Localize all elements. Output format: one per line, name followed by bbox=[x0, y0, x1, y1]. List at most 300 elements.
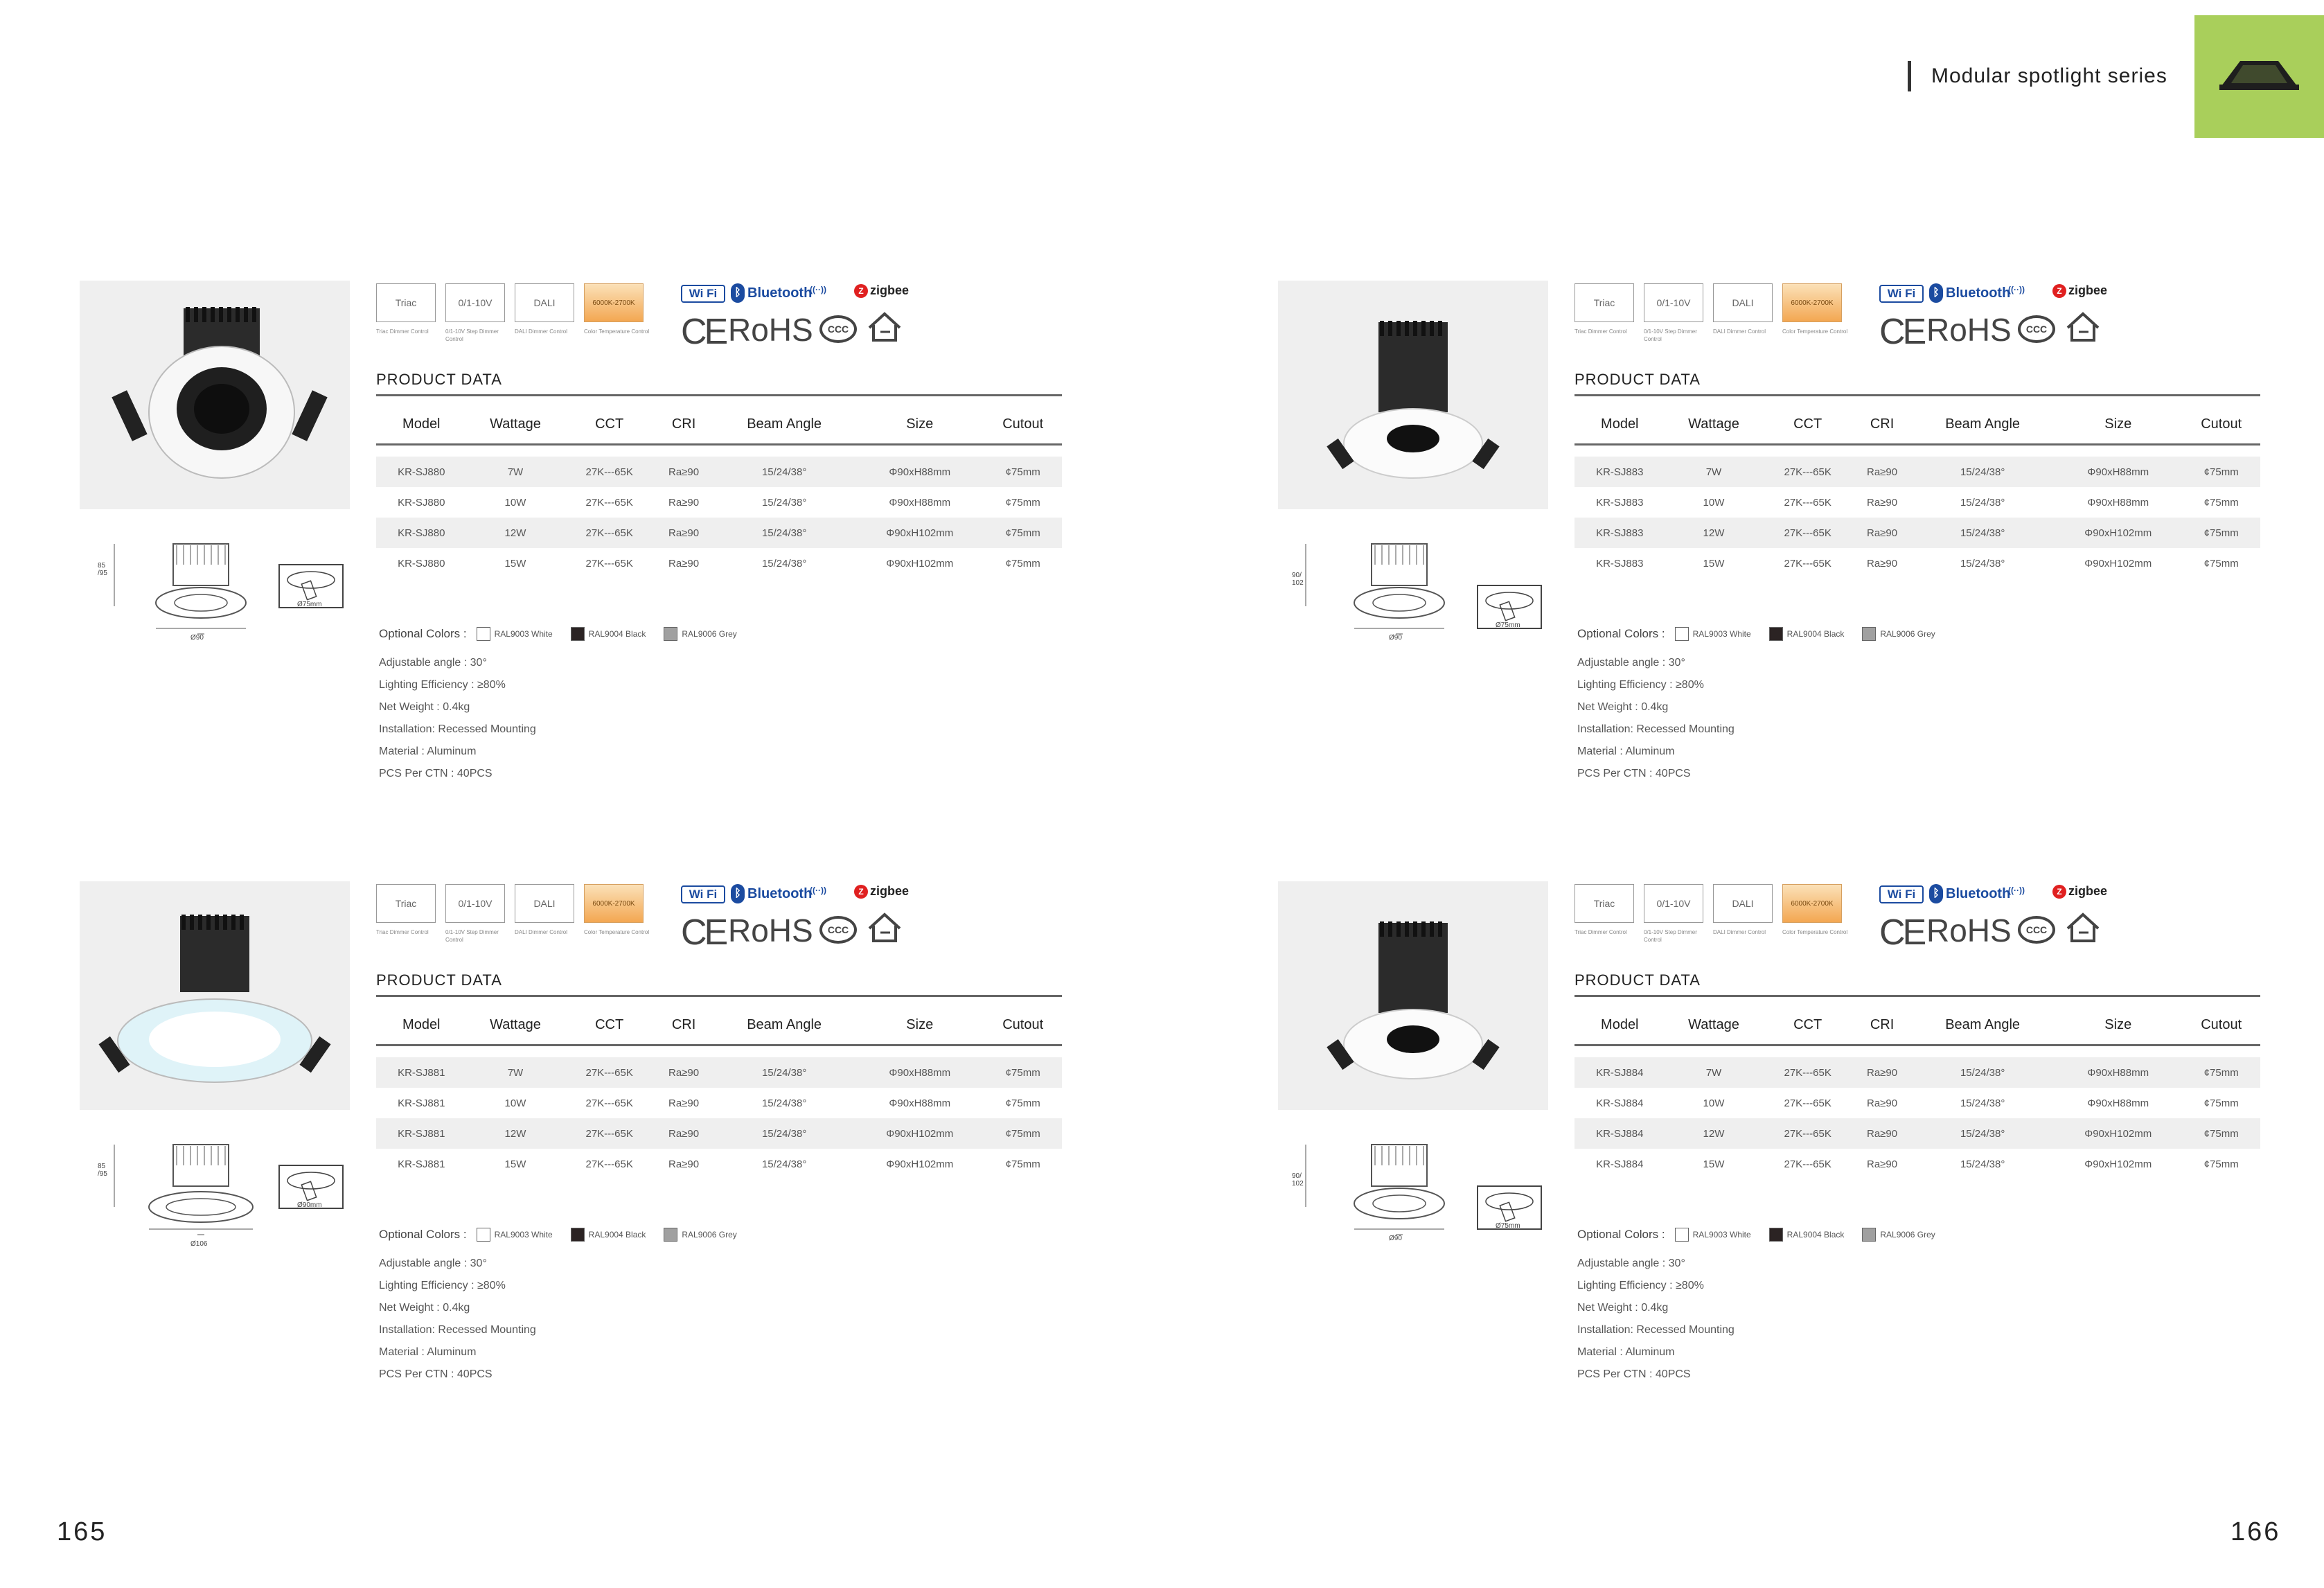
diameter-dimension: Ø90 bbox=[190, 634, 204, 642]
cell-size: Φ90xH102mm bbox=[2054, 1118, 2182, 1149]
dimming-badge: Triac bbox=[1575, 283, 1634, 322]
column-header-cutout: Cutout bbox=[2182, 1006, 2260, 1045]
spec-item: Adjustable angle : 30° bbox=[1577, 1258, 1685, 1269]
cell-cri: Ra≥90 bbox=[1867, 1158, 1898, 1170]
bluetooth-label: Bluetooth bbox=[747, 885, 813, 901]
dimension-drawing bbox=[94, 537, 357, 676]
wifi-logo: Wi Fi bbox=[1879, 885, 1924, 903]
dimension-drawing bbox=[94, 1138, 357, 1276]
column-header-wattage: Wattage bbox=[1665, 1006, 1763, 1045]
cell-cri: Ra≥90 bbox=[1853, 457, 1911, 487]
cell-cct: 27K---65K bbox=[564, 518, 655, 548]
column-header-model: Model bbox=[1575, 1006, 1665, 1045]
zigbee-logo bbox=[2052, 884, 2107, 899]
table-row bbox=[376, 548, 1062, 579]
cell-cri: Ra≥90 bbox=[655, 518, 713, 548]
ce-mark: CE bbox=[681, 312, 726, 352]
cell-cct: 27K---65K bbox=[585, 1097, 633, 1109]
product-data-table bbox=[1575, 405, 2260, 579]
rohs-mark: RoHS bbox=[728, 912, 813, 949]
dimming-badge: 6000K-2700K bbox=[1782, 884, 1842, 923]
spec-item: Material : Aluminum bbox=[1577, 746, 1675, 757]
spotlight-icon bbox=[2219, 58, 2299, 94]
cell-cutout: ¢75mm bbox=[2182, 1118, 2260, 1149]
cell-model: KR-SJ881 bbox=[376, 1118, 467, 1149]
cell-cutout: ¢75mm bbox=[984, 518, 1062, 548]
zwave-logo: ((··)) bbox=[810, 885, 826, 895]
cell-wattage: 10W bbox=[1703, 1097, 1725, 1109]
optional-colors-label: Optional Colors : bbox=[1577, 627, 1665, 640]
zwave-logo: ((··)) bbox=[2008, 285, 2025, 294]
diameter-dimension: Ø90 bbox=[1389, 1235, 1402, 1242]
cell-wattage: 7W bbox=[1665, 1057, 1763, 1088]
cell-wattage: 12W bbox=[1665, 1118, 1763, 1149]
column-header-cct: CCT bbox=[564, 405, 655, 444]
series-badge bbox=[2194, 15, 2324, 138]
product-data-table bbox=[1575, 1006, 2260, 1179]
bluetooth-icon: ᛒ bbox=[1929, 884, 1943, 903]
ce-mark: CE bbox=[1879, 312, 1924, 352]
cell-cutout: ¢75mm bbox=[1005, 496, 1040, 509]
cell-model: KR-SJ880 bbox=[398, 496, 445, 509]
bluetooth-label: Bluetooth bbox=[1946, 285, 2011, 301]
product-block bbox=[80, 881, 1188, 1477]
product-data-table bbox=[376, 405, 1062, 579]
indoor-home-icon bbox=[2065, 311, 2101, 343]
cutout-dimension: Ø75mm bbox=[1496, 1222, 1520, 1230]
cell-model: KR-SJ883 bbox=[1575, 518, 1665, 548]
dimming-badge: 0/1-10V bbox=[445, 884, 505, 923]
color-name: RAL9004 Black bbox=[1786, 1230, 1845, 1239]
dimming-caption: DALI Dimmer Control bbox=[1713, 328, 1766, 335]
spec-item: Installation: Recessed Mounting bbox=[1577, 723, 1735, 735]
zigbee-icon: Z bbox=[2052, 885, 2066, 899]
dimming-caption: DALI Dimmer Control bbox=[515, 328, 568, 335]
column-header-cct: CCT bbox=[1762, 405, 1853, 444]
page-number-right: 166 bbox=[2230, 1517, 2281, 1546]
cell-cri: Ra≥90 bbox=[668, 1158, 700, 1170]
dimming-badge: Triac bbox=[1575, 884, 1634, 923]
cell-model: KR-SJ884 bbox=[1596, 1097, 1644, 1109]
product-data-title: PRODUCT DATA bbox=[1575, 971, 1701, 989]
optional-colors-label: Optional Colors : bbox=[1577, 1228, 1665, 1241]
cell-size: Φ90xH88mm bbox=[889, 496, 951, 509]
dimming-badge: 0/1-10V bbox=[1644, 884, 1703, 923]
cell-size: Φ90xH88mm bbox=[889, 1097, 951, 1109]
optional-colors bbox=[379, 1228, 745, 1242]
cell-cri: Ra≥90 bbox=[655, 457, 713, 487]
color-swatch bbox=[1675, 627, 1689, 641]
indoor-home-icon bbox=[867, 311, 903, 343]
cell-wattage: 15W bbox=[1703, 557, 1725, 570]
dimming-caption: Color Temperature Control bbox=[584, 929, 650, 935]
spec-item: Lighting Efficiency : ≥80% bbox=[379, 1280, 506, 1291]
zigbee-logo bbox=[854, 884, 909, 899]
cell-cct: 27K---65K bbox=[1784, 1158, 1831, 1170]
cell-model: KR-SJ884 bbox=[1575, 1057, 1665, 1088]
spec-item: Adjustable angle : 30° bbox=[379, 1258, 487, 1269]
bluetooth-icon: ᛒ bbox=[731, 283, 745, 303]
cell-size: Φ90xH88mm bbox=[2087, 496, 2149, 509]
height-dimension: 90/ 102 bbox=[1292, 572, 1304, 587]
table-row bbox=[376, 1057, 1062, 1088]
cell-wattage: 15W bbox=[504, 1158, 526, 1170]
cell-size: Φ90xH88mm bbox=[2087, 1097, 2149, 1109]
cell-wattage: 10W bbox=[504, 496, 526, 509]
spec-item: Material : Aluminum bbox=[379, 1346, 477, 1358]
color-name: RAL9006 Grey bbox=[682, 629, 737, 639]
spec-list bbox=[1577, 1253, 1735, 1386]
table-row bbox=[376, 1088, 1062, 1118]
cell-cutout: ¢75mm bbox=[2203, 1158, 2239, 1170]
wifi-logo: Wi Fi bbox=[1879, 285, 1924, 303]
column-header-beam-angle: Beam Angle bbox=[1911, 405, 2054, 444]
ccc-mark: CCC bbox=[819, 315, 857, 343]
color-swatch bbox=[1862, 1228, 1876, 1242]
cell-cutout: ¢75mm bbox=[2203, 496, 2239, 509]
column-header-model: Model bbox=[376, 405, 467, 444]
dimming-caption: 0/1-10V Step Dimmer Control bbox=[1644, 929, 1697, 943]
cell-cutout: ¢75mm bbox=[2182, 518, 2260, 548]
cell-cct: 27K---65K bbox=[564, 1057, 655, 1088]
diameter-dimension: Ø106 bbox=[190, 1240, 208, 1248]
column-header-beam-angle: Beam Angle bbox=[713, 1006, 855, 1045]
cell-beam-angle: 15/24/38° bbox=[761, 1158, 807, 1170]
table-row bbox=[1575, 487, 2260, 518]
cell-wattage: 12W bbox=[467, 518, 565, 548]
rohs-mark: RoHS bbox=[1926, 312, 2012, 348]
spec-item: Lighting Efficiency : ≥80% bbox=[379, 679, 506, 691]
color-swatch bbox=[1769, 627, 1783, 641]
zigbee-icon: Z bbox=[854, 284, 868, 298]
cell-wattage: 7W bbox=[467, 1057, 565, 1088]
dimming-badge: 0/1-10V bbox=[1644, 283, 1703, 322]
color-name: RAL9003 White bbox=[494, 629, 553, 639]
table-row bbox=[1575, 548, 2260, 579]
cell-beam-angle: 15/24/38° bbox=[1911, 1057, 2054, 1088]
dimension-drawing bbox=[1292, 537, 1555, 676]
dimming-caption: Color Temperature Control bbox=[1782, 328, 1848, 335]
column-header-size: Size bbox=[855, 405, 984, 444]
optional-colors bbox=[379, 627, 745, 641]
cell-cutout: ¢75mm bbox=[2182, 457, 2260, 487]
spec-item: Net Weight : 0.4kg bbox=[1577, 701, 1669, 713]
product-data-table bbox=[376, 1006, 1062, 1179]
color-swatch bbox=[664, 1228, 677, 1242]
ce-mark: CE bbox=[1879, 912, 1924, 953]
dimming-caption: Color Temperature Control bbox=[584, 328, 650, 335]
cell-size: Φ90xH88mm bbox=[855, 457, 984, 487]
cell-size: Φ90xH88mm bbox=[2054, 457, 2182, 487]
product-block bbox=[80, 281, 1188, 876]
cell-cutout: ¢75mm bbox=[2203, 557, 2239, 570]
column-header-beam-angle: Beam Angle bbox=[713, 405, 855, 444]
dimming-badge: 6000K-2700K bbox=[1782, 283, 1842, 322]
table-row bbox=[1575, 518, 2260, 548]
table-row bbox=[1575, 1149, 2260, 1179]
cell-size: Φ90xH102mm bbox=[886, 1158, 954, 1170]
cell-cri: Ra≥90 bbox=[1867, 496, 1898, 509]
height-dimension: 90/ 102 bbox=[1292, 1172, 1304, 1188]
table-row bbox=[1575, 1057, 2260, 1088]
cell-model: KR-SJ883 bbox=[1575, 457, 1665, 487]
column-header-size: Size bbox=[2054, 1006, 2182, 1045]
table-row bbox=[376, 1149, 1062, 1179]
cell-beam-angle: 15/24/38° bbox=[713, 1057, 855, 1088]
cell-model: KR-SJ883 bbox=[1596, 496, 1644, 509]
cell-size: Φ90xH88mm bbox=[2054, 1057, 2182, 1088]
spec-item: Installation: Recessed Mounting bbox=[379, 1324, 536, 1336]
color-name: RAL9003 White bbox=[1692, 629, 1751, 639]
cell-cutout: ¢75mm bbox=[984, 1057, 1062, 1088]
page-number-left: 165 bbox=[57, 1517, 107, 1546]
ccc-mark: CCC bbox=[2018, 916, 2055, 944]
dimming-caption: DALI Dimmer Control bbox=[515, 929, 568, 935]
title-rule bbox=[376, 394, 1062, 396]
cell-cutout: ¢75mm bbox=[984, 1118, 1062, 1149]
column-header-cri: CRI bbox=[1853, 405, 1911, 444]
color-swatch bbox=[571, 1228, 585, 1242]
color-name: RAL9006 Grey bbox=[682, 1230, 737, 1239]
cell-model: KR-SJ881 bbox=[398, 1158, 445, 1170]
column-header-wattage: Wattage bbox=[467, 1006, 565, 1045]
cell-cct: 27K---65K bbox=[1784, 496, 1831, 509]
cell-model: KR-SJ880 bbox=[376, 518, 467, 548]
column-header-cct: CCT bbox=[1762, 1006, 1853, 1045]
dimming-badge: DALI bbox=[515, 283, 574, 322]
cell-beam-angle: 15/24/38° bbox=[1911, 1118, 2054, 1149]
column-header-wattage: Wattage bbox=[467, 405, 565, 444]
cell-size: Φ90xH102mm bbox=[2084, 557, 2152, 570]
spec-item: Material : Aluminum bbox=[379, 746, 477, 757]
bluetooth-logo bbox=[731, 884, 812, 903]
spec-item: PCS Per CTN : 40PCS bbox=[379, 1368, 493, 1380]
dimming-caption: Color Temperature Control bbox=[1782, 929, 1848, 935]
rohs-mark: RoHS bbox=[728, 312, 813, 348]
bluetooth-label: Bluetooth bbox=[747, 285, 813, 301]
cell-cct: 27K---65K bbox=[1762, 1118, 1853, 1149]
cell-model: KR-SJ881 bbox=[398, 1097, 445, 1109]
indoor-home-icon bbox=[867, 912, 903, 944]
color-name: RAL9003 White bbox=[1692, 1230, 1751, 1239]
table-row bbox=[1575, 1118, 2260, 1149]
product-data-title: PRODUCT DATA bbox=[376, 371, 502, 388]
cell-cct: 27K---65K bbox=[1762, 457, 1853, 487]
bluetooth-icon: ᛒ bbox=[731, 884, 745, 903]
bluetooth-logo bbox=[731, 283, 812, 303]
cell-wattage: 12W bbox=[467, 1118, 565, 1149]
column-header-cutout: Cutout bbox=[984, 1006, 1062, 1045]
color-name: RAL9006 Grey bbox=[1880, 629, 1935, 639]
spec-item: Net Weight : 0.4kg bbox=[379, 701, 470, 713]
cell-cct: 27K---65K bbox=[585, 496, 633, 509]
zigbee-icon: Z bbox=[854, 885, 868, 899]
cell-size: Φ90xH102mm bbox=[855, 1118, 984, 1149]
cutout-dimension: Ø75mm bbox=[297, 601, 322, 608]
spec-item: Installation: Recessed Mounting bbox=[1577, 1324, 1735, 1336]
cell-cri: Ra≥90 bbox=[1853, 1118, 1911, 1149]
product-data-title: PRODUCT DATA bbox=[376, 971, 502, 989]
spec-item: Net Weight : 0.4kg bbox=[1577, 1302, 1669, 1314]
cell-beam-angle: 15/24/38° bbox=[761, 1097, 807, 1109]
color-name: RAL9004 Black bbox=[588, 1230, 646, 1239]
cell-wattage: 7W bbox=[467, 457, 565, 487]
column-header-cutout: Cutout bbox=[984, 405, 1062, 444]
cell-beam-angle: 15/24/38° bbox=[713, 457, 855, 487]
optional-colors-label: Optional Colors : bbox=[379, 1228, 467, 1241]
bluetooth-label: Bluetooth bbox=[1946, 885, 2011, 901]
dimming-badge: DALI bbox=[1713, 283, 1773, 322]
spec-list bbox=[1577, 652, 1735, 785]
cell-cutout: ¢75mm bbox=[984, 457, 1062, 487]
bluetooth-icon: ᛒ bbox=[1929, 283, 1943, 303]
product-block bbox=[1278, 881, 2324, 1477]
indoor-home-icon bbox=[2065, 912, 2101, 944]
table-row bbox=[376, 518, 1062, 548]
product-photo bbox=[1278, 281, 1548, 509]
column-header-model: Model bbox=[376, 1006, 467, 1045]
cell-cct: 27K---65K bbox=[585, 1158, 633, 1170]
spec-item: Adjustable angle : 30° bbox=[1577, 657, 1685, 669]
cell-wattage: 10W bbox=[504, 1097, 526, 1109]
cutout-dimension: Ø90mm bbox=[297, 1201, 322, 1209]
cell-cri: Ra≥90 bbox=[668, 557, 700, 570]
product-photo bbox=[80, 281, 350, 509]
height-dimension: 85 /95 bbox=[98, 562, 107, 577]
color-swatch bbox=[1769, 1228, 1783, 1242]
color-name: RAL9006 Grey bbox=[1880, 1230, 1935, 1239]
series-title: Modular spotlight series bbox=[1931, 64, 2167, 87]
cell-cct: 27K---65K bbox=[585, 557, 633, 570]
spec-item: PCS Per CTN : 40PCS bbox=[379, 768, 493, 779]
cell-size: Φ90xH102mm bbox=[855, 518, 984, 548]
bluetooth-logo bbox=[1929, 884, 2010, 903]
spec-item: Installation: Recessed Mounting bbox=[379, 723, 536, 735]
column-header-cct: CCT bbox=[564, 1006, 655, 1045]
column-header-beam-angle: Beam Angle bbox=[1911, 1006, 2054, 1045]
color-swatch bbox=[477, 1228, 490, 1242]
column-header-size: Size bbox=[2054, 405, 2182, 444]
cell-cutout: ¢75mm bbox=[1005, 557, 1040, 570]
cell-beam-angle: 15/24/38° bbox=[1911, 518, 2054, 548]
cell-cri: Ra≥90 bbox=[655, 1118, 713, 1149]
zigbee-label: zigbee bbox=[870, 884, 910, 898]
title-rule bbox=[1575, 995, 2260, 997]
column-header-wattage: Wattage bbox=[1665, 405, 1763, 444]
ccc-mark: CCC bbox=[2018, 315, 2055, 343]
color-swatch bbox=[477, 627, 490, 641]
dimming-caption: Triac Dimmer Control bbox=[1575, 328, 1627, 335]
zigbee-label: zigbee bbox=[2068, 283, 2108, 297]
dimension-drawing bbox=[1292, 1138, 1555, 1276]
height-dimension: 85 /95 bbox=[98, 1163, 107, 1178]
cell-size: Φ90xH102mm bbox=[2054, 518, 2182, 548]
cell-cct: 27K---65K bbox=[1762, 1057, 1853, 1088]
table-row bbox=[376, 457, 1062, 487]
color-swatch bbox=[571, 627, 585, 641]
cell-wattage: 15W bbox=[504, 557, 526, 570]
cell-beam-angle: 15/24/38° bbox=[1960, 1097, 2005, 1109]
dimming-caption: 0/1-10V Step Dimmer Control bbox=[445, 929, 499, 943]
cell-beam-angle: 15/24/38° bbox=[1960, 557, 2005, 570]
column-header-cri: CRI bbox=[1853, 1006, 1911, 1045]
cell-cct: 27K---65K bbox=[1762, 518, 1853, 548]
bluetooth-logo bbox=[1929, 283, 2010, 303]
cell-wattage: 15W bbox=[1703, 1158, 1725, 1170]
table-row bbox=[376, 487, 1062, 518]
cell-cri: Ra≥90 bbox=[655, 1057, 713, 1088]
ce-mark: CE bbox=[681, 912, 726, 953]
dimming-caption: Triac Dimmer Control bbox=[1575, 929, 1627, 935]
cell-cct: 27K---65K bbox=[1784, 557, 1831, 570]
table-row bbox=[1575, 457, 2260, 487]
cell-beam-angle: 15/24/38° bbox=[713, 518, 855, 548]
optional-colors bbox=[1577, 1228, 1944, 1242]
color-name: RAL9003 White bbox=[494, 1230, 553, 1239]
title-rule bbox=[376, 995, 1062, 997]
dimming-badge: Triac bbox=[376, 283, 436, 322]
dimming-badge: 6000K-2700K bbox=[584, 884, 644, 923]
spec-item: PCS Per CTN : 40PCS bbox=[1577, 1368, 1691, 1380]
cell-wattage: 10W bbox=[1703, 496, 1725, 509]
table-row bbox=[376, 1118, 1062, 1149]
spec-item: PCS Per CTN : 40PCS bbox=[1577, 768, 1691, 779]
cell-cri: Ra≥90 bbox=[1853, 1057, 1911, 1088]
dimming-caption: 0/1-10V Step Dimmer Control bbox=[1644, 328, 1697, 342]
cell-beam-angle: 15/24/38° bbox=[1911, 457, 2054, 487]
cell-beam-angle: 15/24/38° bbox=[1960, 1158, 2005, 1170]
cell-cutout: ¢75mm bbox=[1005, 1158, 1040, 1170]
cutout-dimension: Ø75mm bbox=[1496, 621, 1520, 629]
dimming-badge: Triac bbox=[376, 884, 436, 923]
cell-cct: 27K---65K bbox=[564, 457, 655, 487]
cell-cri: Ra≥90 bbox=[1867, 1097, 1898, 1109]
diameter-dimension: Ø90 bbox=[1389, 634, 1402, 642]
zigbee-icon: Z bbox=[2052, 284, 2066, 298]
dimming-caption: Triac Dimmer Control bbox=[376, 929, 429, 935]
rohs-mark: RoHS bbox=[1926, 912, 2012, 949]
cell-cutout: ¢75mm bbox=[1005, 1097, 1040, 1109]
spec-item: Adjustable angle : 30° bbox=[379, 657, 487, 669]
column-header-size: Size bbox=[855, 1006, 984, 1045]
color-name: RAL9004 Black bbox=[1786, 629, 1845, 639]
product-data-title: PRODUCT DATA bbox=[1575, 371, 1701, 388]
cell-beam-angle: 15/24/38° bbox=[713, 1118, 855, 1149]
cell-size: Φ90xH102mm bbox=[886, 557, 954, 570]
color-swatch bbox=[664, 627, 677, 641]
color-swatch bbox=[1862, 627, 1876, 641]
dimming-badge: 0/1-10V bbox=[445, 283, 505, 322]
cell-beam-angle: 15/24/38° bbox=[761, 496, 807, 509]
dimming-caption: 0/1-10V Step Dimmer Control bbox=[445, 328, 499, 342]
dimming-caption: DALI Dimmer Control bbox=[1713, 929, 1766, 935]
zigbee-logo bbox=[854, 283, 909, 298]
spec-item: Net Weight : 0.4kg bbox=[379, 1302, 470, 1314]
spec-item: Lighting Efficiency : ≥80% bbox=[1577, 1280, 1704, 1291]
header-divider bbox=[1908, 61, 1911, 91]
cell-cct: 27K---65K bbox=[564, 1118, 655, 1149]
cell-model: KR-SJ880 bbox=[398, 557, 445, 570]
spec-item: Lighting Efficiency : ≥80% bbox=[1577, 679, 1704, 691]
spec-list bbox=[379, 652, 536, 785]
cell-cri: Ra≥90 bbox=[668, 496, 700, 509]
table-row bbox=[1575, 1088, 2260, 1118]
cell-cri: Ra≥90 bbox=[668, 1097, 700, 1109]
cell-cri: Ra≥90 bbox=[1867, 557, 1898, 570]
zwave-logo: ((··)) bbox=[2008, 885, 2025, 895]
cell-wattage: 7W bbox=[1665, 457, 1763, 487]
column-header-cri: CRI bbox=[655, 405, 713, 444]
